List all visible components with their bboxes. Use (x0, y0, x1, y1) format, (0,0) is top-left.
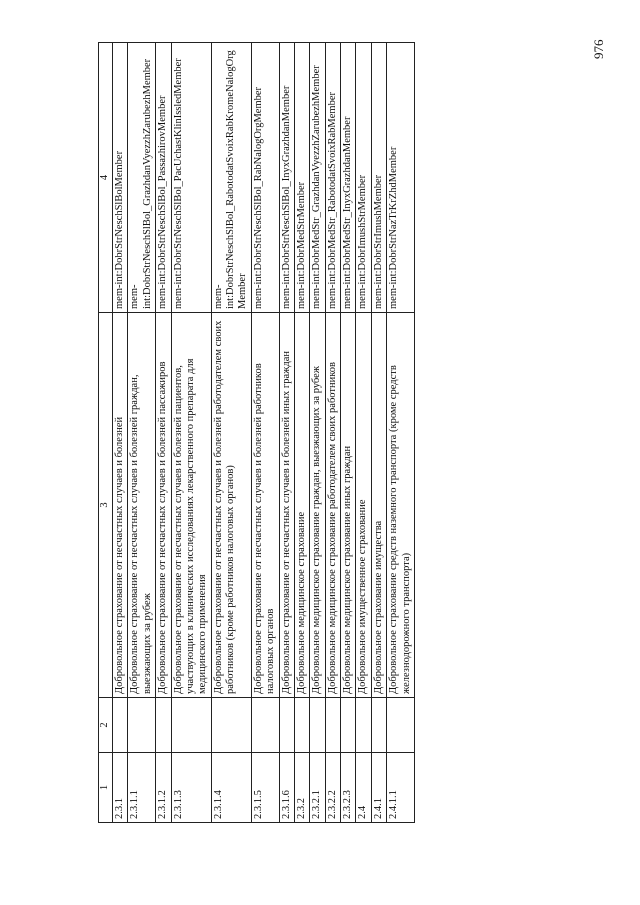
row-code-cell: 2.3.1.6 (279, 753, 294, 823)
row-member-cell: mem-int:DobrStrNeschSlBol_RabNalogOrgMember (251, 43, 279, 313)
table-row (211, 43, 251, 823)
table-row (325, 43, 340, 823)
table-row (294, 43, 309, 823)
row-member-cell: mem-int:DobrStrNazTrKrZhdMember (387, 43, 415, 313)
column-header-3: 3 (99, 313, 113, 698)
row-description-cell: Добровольное страхование от несчастных случаев и болезней работников налоговых органов (251, 313, 279, 698)
column-header-1: 1 (99, 753, 113, 823)
table-body (113, 43, 415, 823)
row-member-cell: mem-int:DobrStrNeschSlBol_GrazhdanVyezzhZarubezhMember (128, 43, 156, 313)
row-member-cell: mem-int:DobrStrNeschSlBol_PacUchastKlinIssledMember (171, 43, 211, 313)
row-member-cell: mem-int:DobrStrNeschSlBol_PassazhirovMember (156, 43, 171, 313)
row-description-cell: Добровольное страхование от несчастных случаев и болезней пассажиров (156, 313, 171, 698)
row-col2-cell (128, 698, 156, 753)
table-row (279, 43, 294, 823)
row-code-cell: 2.3.1.4 (211, 753, 251, 823)
row-col2-cell (310, 698, 325, 753)
row-col2-cell (356, 698, 371, 753)
row-code-cell: 2.3.2 (294, 753, 309, 823)
row-col2-cell (251, 698, 279, 753)
row-description-cell: Добровольное медицинское страхование иных граждан (341, 313, 356, 698)
table-row (156, 43, 171, 823)
rotated-table-container (98, 43, 583, 823)
row-code-cell: 2.3.1.1 (128, 753, 156, 823)
row-description-cell: Добровольное страхование от несчастных случаев и болезней (113, 313, 128, 698)
row-description-cell: Добровольное медицинское страхование граждан, выезжающих за рубеж (310, 313, 325, 698)
row-member-cell: mem-int:DobrStrNeschSlBolMember (113, 43, 128, 313)
row-description-cell: Добровольное страхование от несчастных случаев и болезней пациентов, участвующих в клинических исследованиях лекарственного препарата для медицинского применения (171, 313, 211, 698)
column-header-4: 4 (99, 43, 113, 313)
table-row (387, 43, 415, 823)
table-row (113, 43, 128, 823)
row-member-cell: mem-int:DobrStrImushMember (371, 43, 386, 313)
row-member-cell: mem-int:DobrStrNeschSlBol_InyxGrazhdanMember (279, 43, 294, 313)
table-row (341, 43, 356, 823)
row-member-cell: mem-int:DobrMedStr_RabotodatSvoixRabMember (325, 43, 340, 313)
table-row (371, 43, 386, 823)
row-code-cell: 2.3.2.3 (341, 753, 356, 823)
table-row (251, 43, 279, 823)
table-row (128, 43, 156, 823)
row-description-cell: Добровольное имущественное страхование (356, 313, 371, 698)
table-row (356, 43, 371, 823)
row-description-cell: Добровольное страхование от несчастных случаев и болезней работодателем своих работников (кроме работников налоговых органов) (211, 313, 251, 698)
row-col2-cell (171, 698, 211, 753)
row-code-cell: 2.3.1.5 (251, 753, 279, 823)
row-col2-cell (325, 698, 340, 753)
row-description-cell: Добровольное медицинское страхование (294, 313, 309, 698)
row-code-cell: 2.4 (356, 753, 371, 823)
row-code-cell: 2.4.1.1 (387, 753, 415, 823)
page-number: 976 (591, 39, 606, 59)
row-description-cell: Добровольное медицинское страхование работодателем своих работников (325, 313, 340, 698)
row-member-cell: mem-int:DobrStrNeschSlBol_RabotodatSvoixRabKromeNalogOrgMember (211, 43, 251, 313)
table-row (171, 43, 211, 823)
row-description-cell: Добровольное страхование от несчастных случаев и болезней иных граждан (279, 313, 294, 698)
row-description-cell: Добровольное страхование средств наземного транспорта (кроме средств железнодорожного транспорта) (387, 313, 415, 698)
row-col2-cell (341, 698, 356, 753)
row-code-cell: 2.3.2.2 (325, 753, 340, 823)
table-row (310, 43, 325, 823)
row-code-cell: 2.3.1.2 (156, 753, 171, 823)
row-member-cell: mem-int:DobrMedStrMember (294, 43, 309, 313)
row-col2-cell (156, 698, 171, 753)
row-col2-cell (279, 698, 294, 753)
row-member-cell: mem-int:DobrImushStrMember (356, 43, 371, 313)
row-col2-cell (113, 698, 128, 753)
row-code-cell: 2.3.1 (113, 753, 128, 823)
row-code-cell: 2.3.2.1 (310, 753, 325, 823)
row-col2-cell (294, 698, 309, 753)
row-description-cell: Добровольное страхование от несчастных случаев и болезней граждан, выезжающих за рубеж (128, 313, 156, 698)
row-col2-cell (387, 698, 415, 753)
row-member-cell: mem-int:DobrMedStr_InyxGrazhdanMember (341, 43, 356, 313)
row-col2-cell (371, 698, 386, 753)
insurance-classification-table (98, 42, 415, 823)
table-header-row (99, 43, 113, 823)
row-code-cell: 2.4.1 (371, 753, 386, 823)
row-col2-cell (211, 698, 251, 753)
row-code-cell: 2.3.1.3 (171, 753, 211, 823)
row-member-cell: mem-int:DobrMedStr_GrazhdanVyezzhZarubezhMember (310, 43, 325, 313)
column-header-2: 2 (99, 698, 113, 753)
row-description-cell: Добровольное страхование имущества (371, 313, 386, 698)
